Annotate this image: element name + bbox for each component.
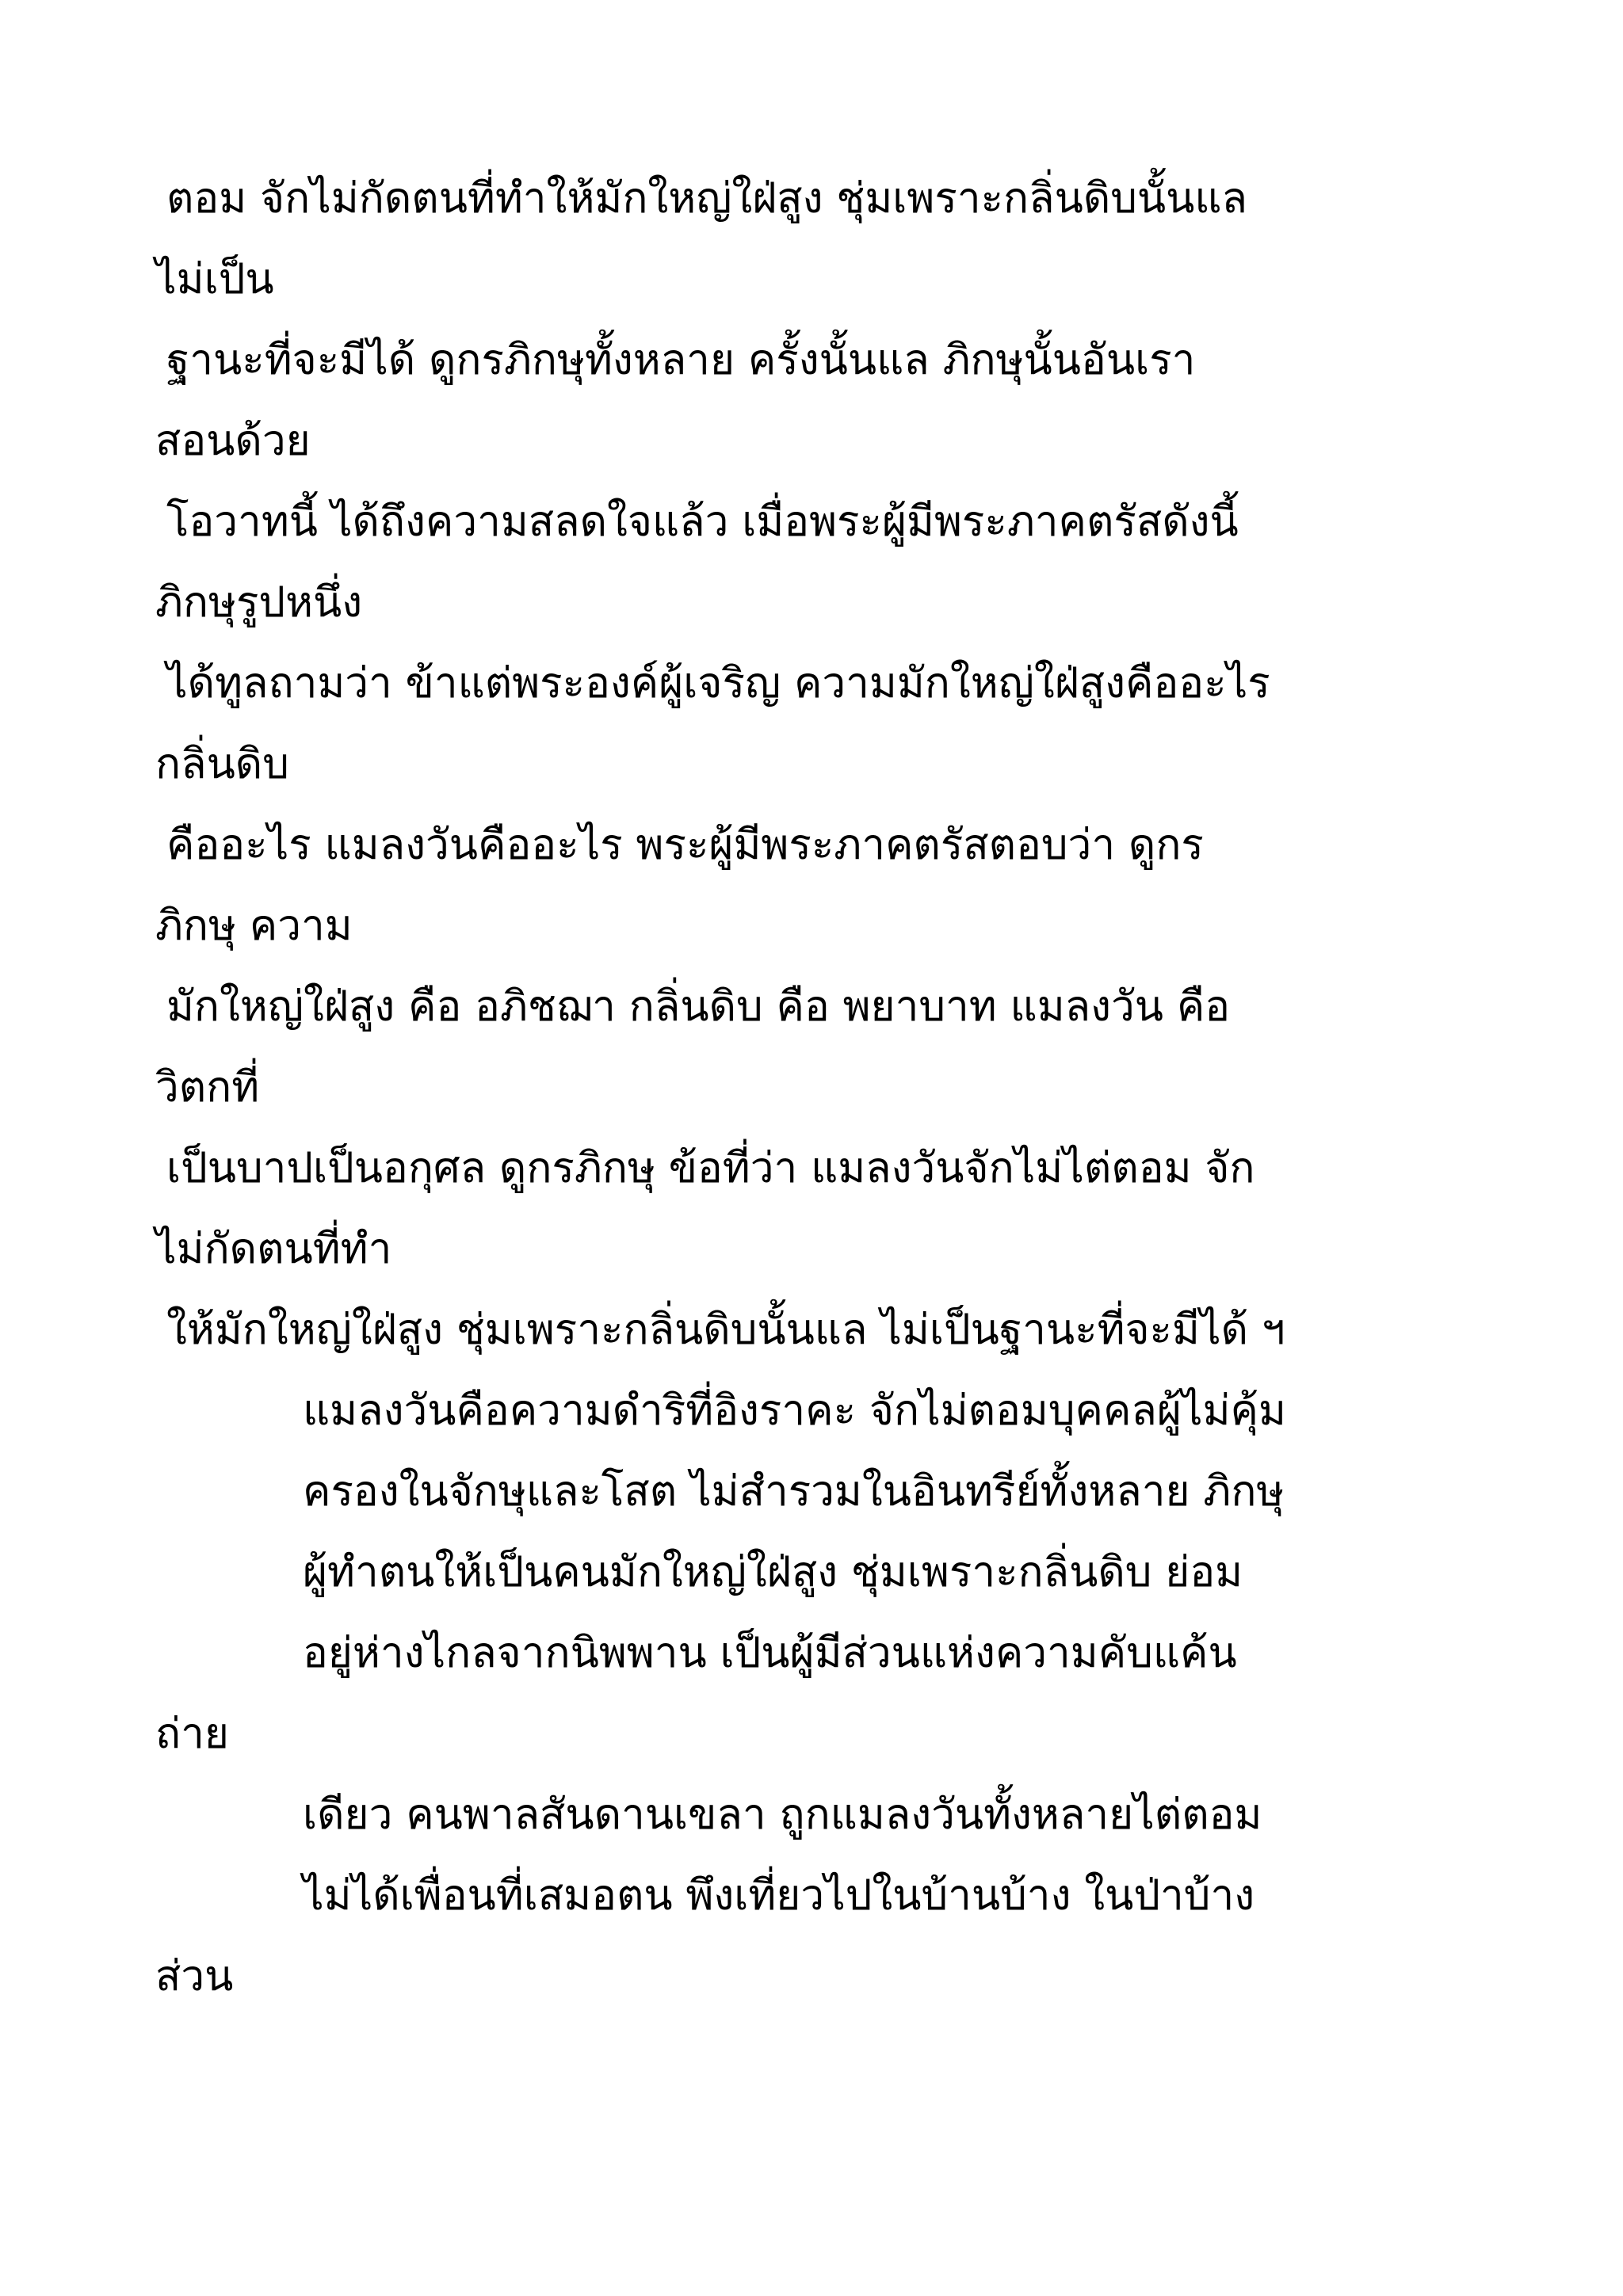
- text-line: ภิกษุรูปหนึ่ง: [155, 578, 363, 627]
- text-line: วิตกที่: [155, 1063, 260, 1112]
- text-line: โอวาทนี้ ได้ถึงความสลดใจแล้ว เมื่อพระผู้มีพระภาคตรัสดังนี้: [166, 498, 1239, 546]
- text-line: คืออะไร แมลงวันคืออะไร พระผู้มีพระภาคตรัสตอบว่า ดูกร: [166, 821, 1204, 869]
- text-line: ได้ทูลถามว่า ข้าแต่พระองค์ผู้เจริญ ความมักใหญ่ใฝ่สูงคืออะไร: [166, 659, 1270, 707]
- verse-line: เดียว คนพาลสันดานเขลา ถูกแมลงวันทั้งหลายไต่ตอม: [303, 1791, 1262, 1839]
- verse-line: ครองในจักษุและโสต ไม่สำรวมในอินทรีย์ทั้งหลาย ภิกษุ: [303, 1467, 1285, 1516]
- text-line: ส่วน: [155, 1952, 234, 2000]
- text-line: ตอม จักไม่กัดตนที่ทำให้มักใหญ่ใฝ่สูง ชุ่มเพราะกลิ่นดิบนั้นแล: [166, 174, 1247, 223]
- text-line: ไม่เป็น: [155, 255, 274, 303]
- verse-line: ไม่ได้เพื่อนที่เสมอตน พึงเที่ยวไปในบ้านบ้าง ในป่าบ้าง: [303, 1871, 1255, 1920]
- text-line: สอนด้วย: [155, 417, 311, 465]
- text-line: ถ่าย: [155, 1710, 229, 1758]
- verse-line: แมลงวันคือความดำริที่อิงราคะ จักไม่ตอมบุคคลผู้ไม่คุ้ม: [303, 1386, 1286, 1435]
- text-line: ภิกษุ ความ: [155, 902, 353, 950]
- verse-line: อยู่ห่างไกลจากนิพพาน เป็นผู้มีส่วนแห่งความคับแค้น: [303, 1629, 1237, 1677]
- text-line: เป็นบาปเป็นอกุศล ดูกรภิกษุ ข้อที่ว่า แมลงวันจักไม่ไต่ตอม จัก: [166, 1144, 1255, 1192]
- verse-line: ผู้ทำตนให้เป็นคนมักใหญ่ใฝ่สูง ชุ่มเพราะกลิ่นดิบ ย่อม: [303, 1548, 1243, 1596]
- text-line: กลิ่นดิบ: [155, 740, 289, 788]
- text-line: ไม่กัดตนที่ทำ: [155, 1225, 392, 1273]
- text-line: มักใหญ่ใฝ่สูง คือ อภิชฌา กลิ่นดิบ คือ พยาบาท แมลงวัน คือ: [166, 982, 1231, 1031]
- text-line: ฐานะที่จะมีได้ ดูกรภิกษุทั้งหลาย ครั้งนั้นแล ภิกษุนั้นอันเรา: [166, 336, 1196, 384]
- body-text: [155, 158, 1503, 2017]
- text-line: ให้มักใหญ่ใฝ่สูง ชุ่มเพราะกลิ่นดิบนั้นแล ไม่เป็นฐานะที่จะมีได้ ฯ: [166, 1306, 1285, 1354]
